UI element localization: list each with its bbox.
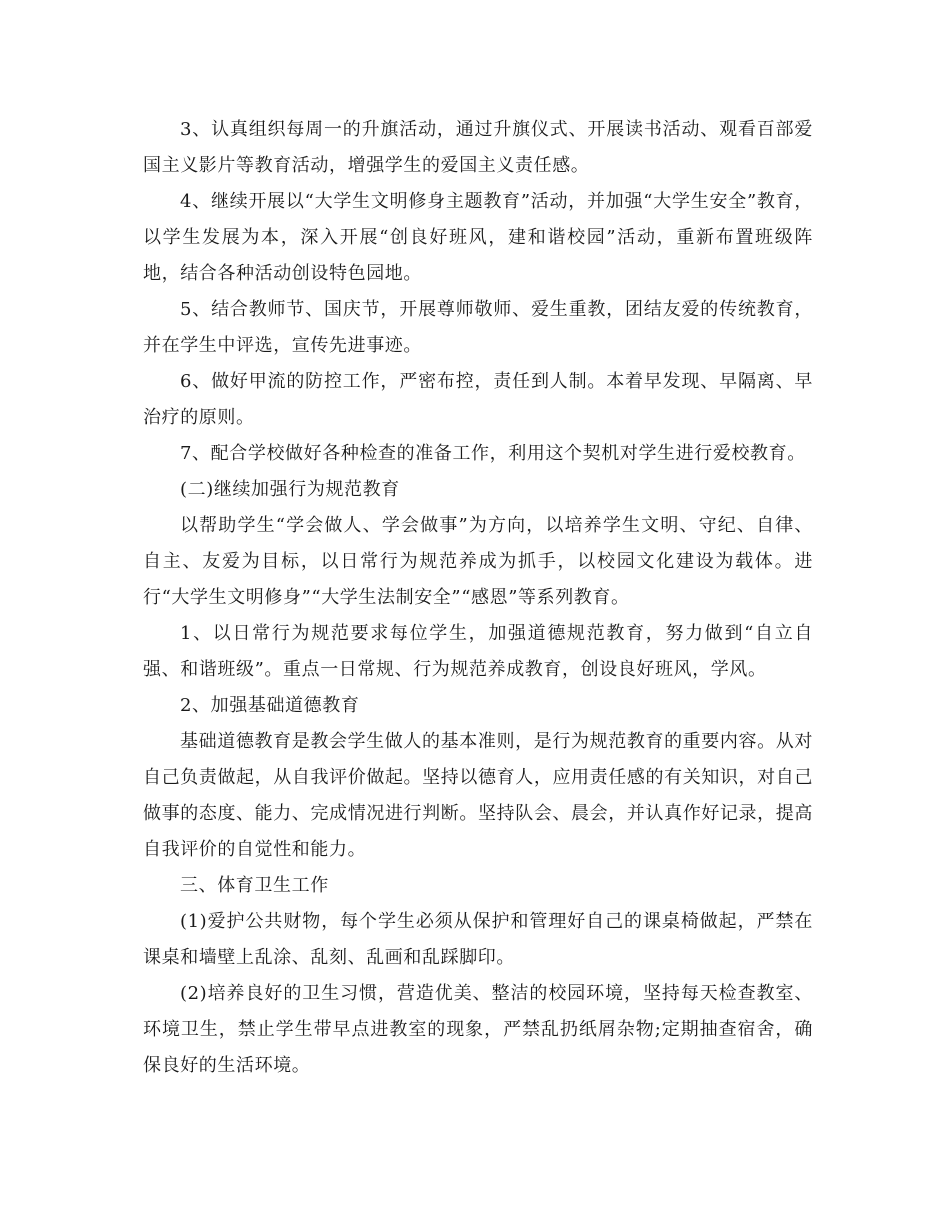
paragraph-item-3: 3、认真组织每周一的升旗活动，通过升旗仪式、开展读书活动、观看百部爱国主义影片等教育活动，增强学生的爱国主义责任感。 bbox=[143, 119, 813, 176]
paragraph-basic-morality: 基础道德教育是教会学生做人的基本准则，是行为规范教育的重要内容。从对自己负责做起，从自我评价做起。坚持以德育人，应用责任感的有关知识，对自己做事的态度、能力、完成情况进行判断。坚持队会、晨会，并认真作好记录，提高自我评价的自觉性和能力。 bbox=[143, 731, 813, 860]
paragraph-item-6: 6、做好甲流的防控工作，严密布控，责任到人制。本着早发现、早隔离、早治疗的原则。 bbox=[143, 371, 813, 428]
paragraph-behavior-intro: 以帮助学生“学会做人、学会做事”为方向，以培养学生文明、守纪、自律、自主、友爱为目标，以日常行为规范养成为抓手，以校园文化建设为载体。进行“大学生文明修身”“大学生法制安全”“感恩”等系列教育。 bbox=[143, 515, 813, 608]
paragraph-health-item-2: (2)培养良好的卫生习惯，营造优美、整洁的校园环境，坚持每天检查教室、环境卫生，禁止学生带早点进教室的现象，严禁乱扔纸屑杂物;定期抽查宿舍，确保良好的生活环境。 bbox=[143, 983, 813, 1076]
paragraph-item-5: 5、结合教师节、国庆节，开展尊师敬师、爱生重教，团结友爱的传统教育，并在学生中评选，宣传先进事迹。 bbox=[143, 299, 813, 356]
paragraph-behavior-item-1: 1、以日常行为规范要求每位学生，加强道德规范教育，努力做到“自立自强、和谐班级”。重点一日常规、行为规范养成教育，创设良好班风，学风。 bbox=[143, 623, 813, 680]
section-heading-behavior: (二)继续加强行为规范教育 bbox=[180, 479, 400, 500]
document-body bbox=[143, 112, 813, 1084]
paragraph-health-item-1: (1)爱护公共财物，每个学生必须从保护和管理好自己的课桌椅做起，严禁在课桌和墙壁上乱涂、乱刻、乱画和乱踩脚印。 bbox=[143, 911, 813, 968]
paragraph-item-4: 4、继续开展以“大学生文明修身主题教育”活动，并加强“大学生安全”教育，以学生发展为本，深入开展“创良好班风，建和谐校园”活动，重新布置班级阵地，结合各种活动创设特色园地。 bbox=[143, 191, 813, 284]
paragraph-item-7: 7、配合学校做好各种检查的准备工作，利用这个契机对学生进行爱校教育。 bbox=[180, 443, 806, 464]
section-heading-sports-health: 三、体育卫生工作 bbox=[180, 875, 329, 896]
subheading-basic-morality: 2、加强基础道德教育 bbox=[180, 695, 360, 716]
